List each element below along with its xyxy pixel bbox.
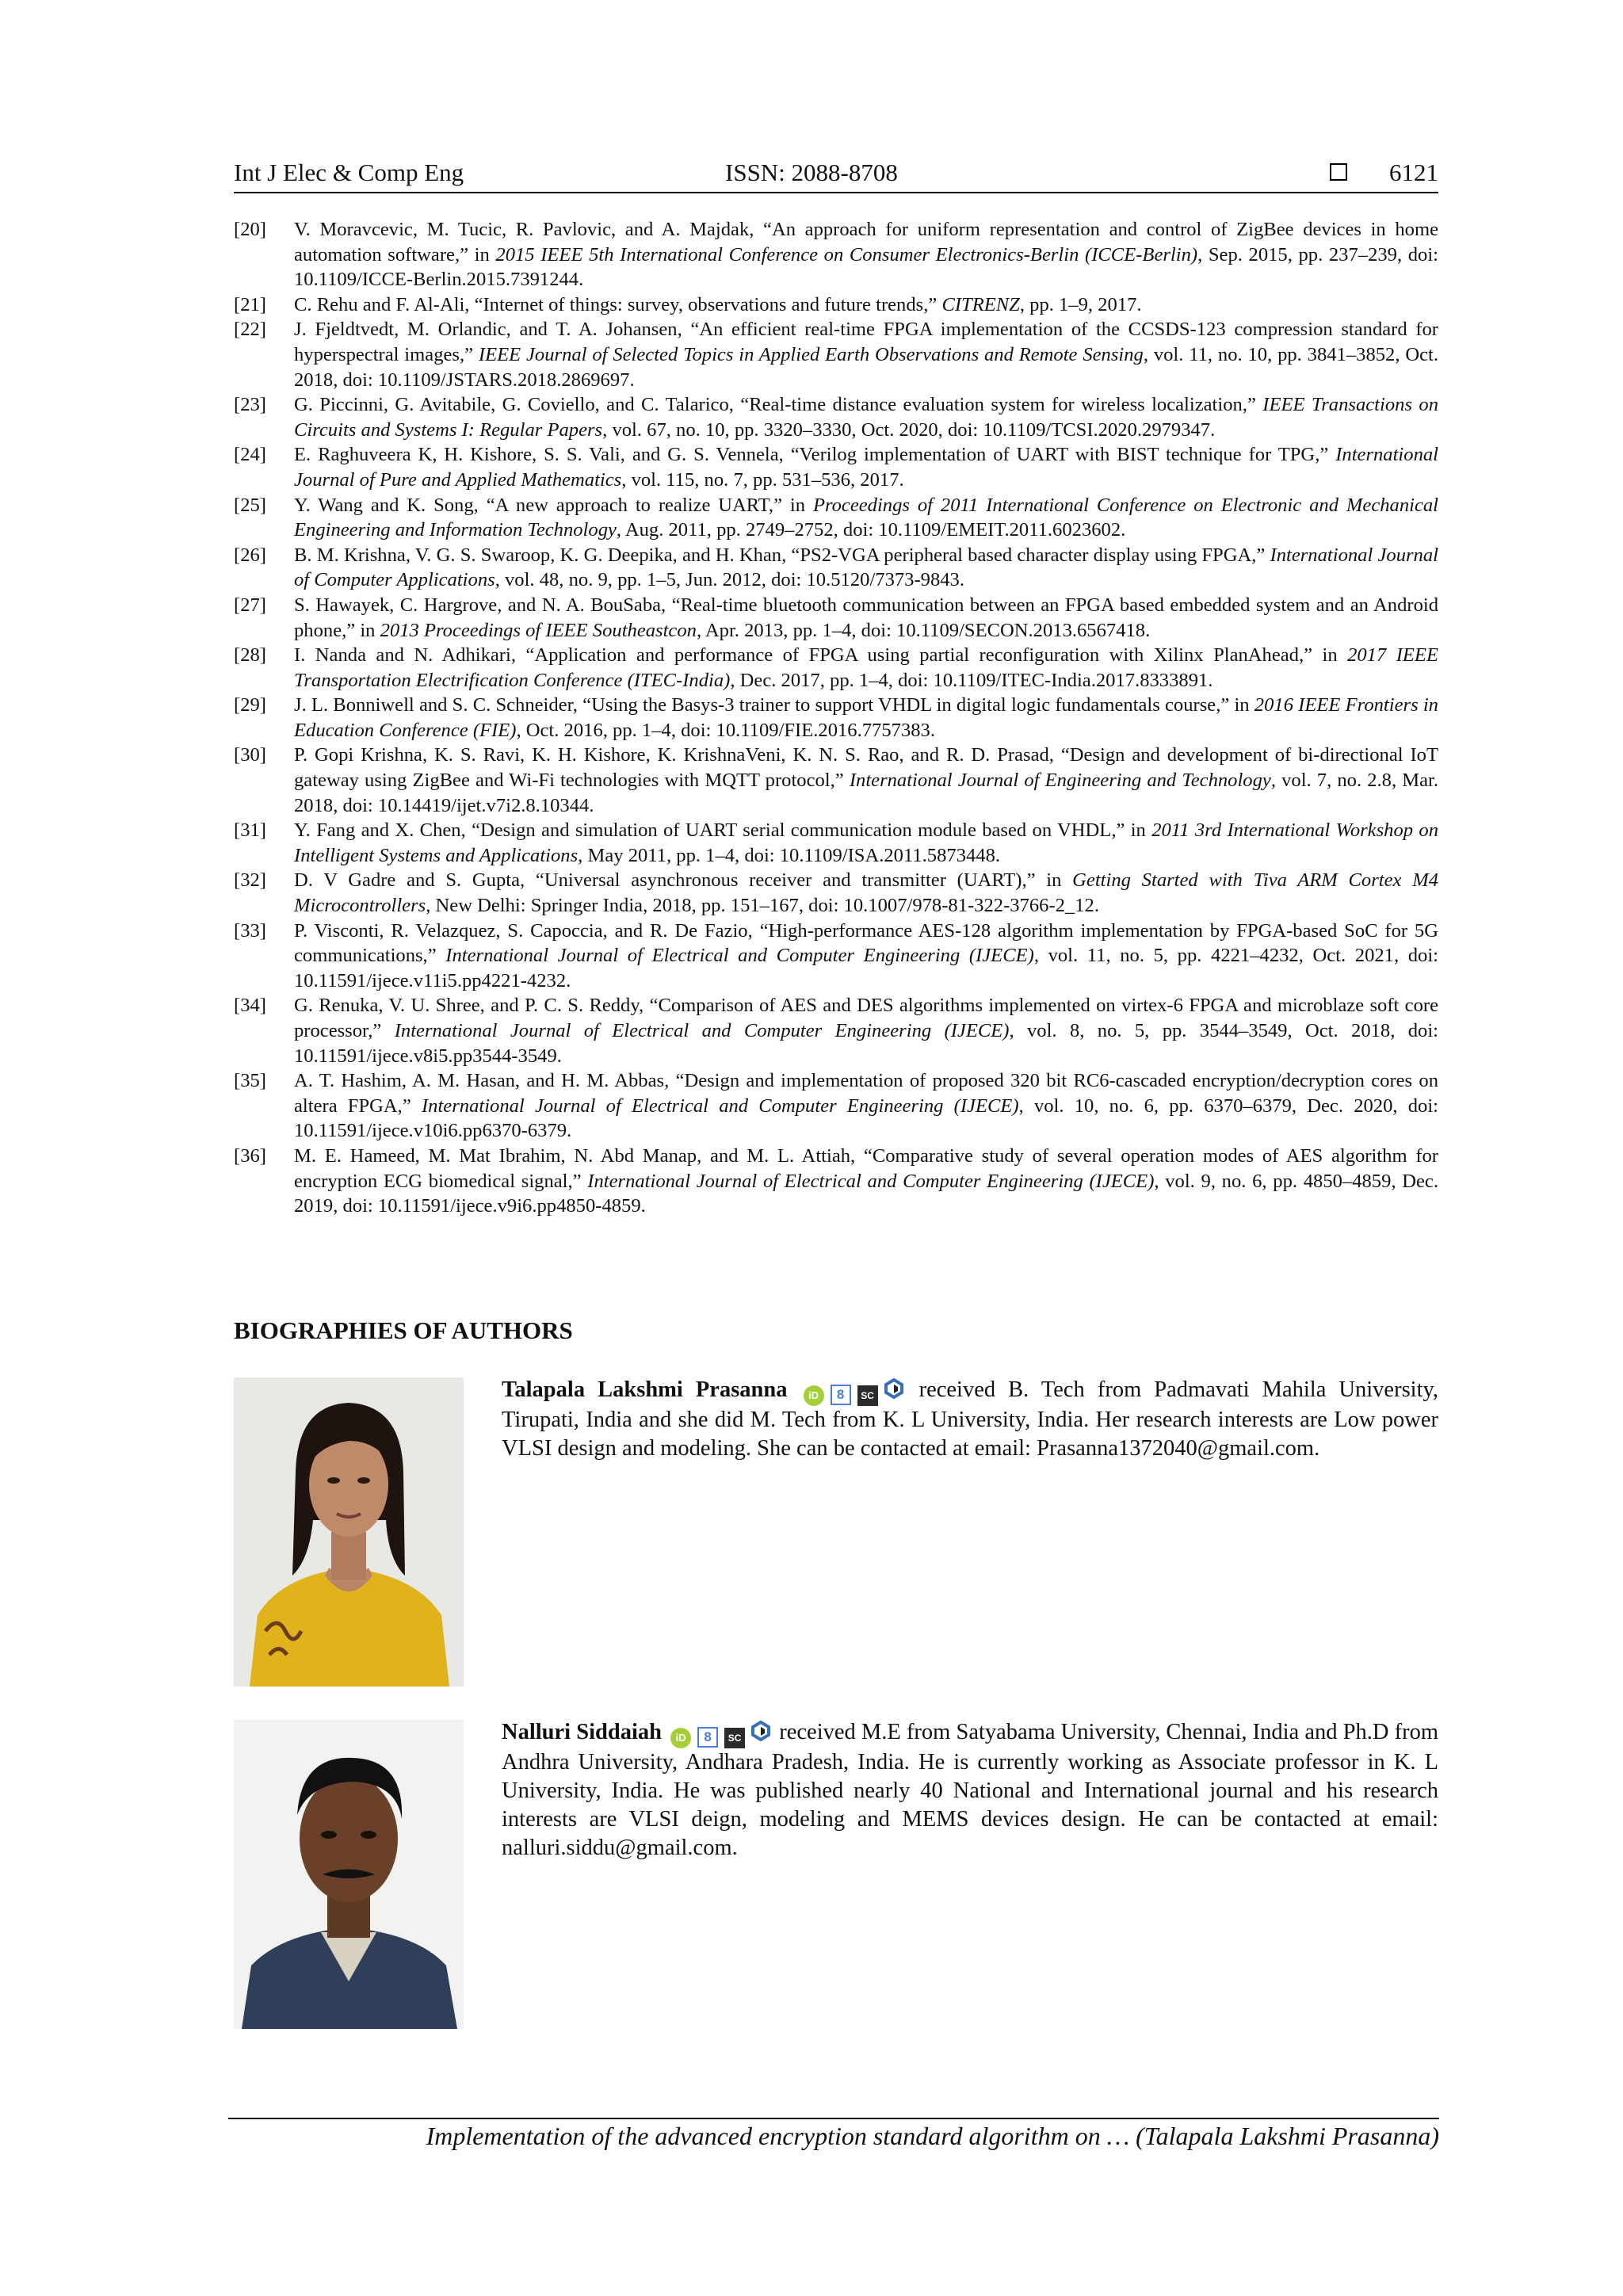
reference-venue: Getting Started with Tiva ARM Cortex M4 Microcontrollers (294, 869, 1438, 917)
reference-details: , vol. 48, no. 9, pp. 1–5, Jun. 2012, doi: 10.5120/7373-9843. (495, 569, 964, 591)
issn: ISSN: 2088-8708 (725, 159, 898, 186)
reference-text (294, 1068, 1438, 1144)
reference-authors-title: J. L. Bonniwell and S. C. Schneider, “Using the Basys-3 trainer to support VHDL in digital logic fundamentals course,” in (294, 694, 1254, 716)
reference-number: [30] (234, 744, 266, 766)
reference-list (234, 217, 1438, 1219)
author-photo-siddaiah (234, 1720, 464, 2029)
reference-authors-title: I. Nanda and N. Adhikari, “Application and performance of FPGA using partial reconfiguration with Xilinx PlanAhead,” in (294, 644, 1348, 667)
reference-authors-title: V. Moravcevic, M. Tucic, R. Pavlovic, and A. Majdak, “An approach for uniform representation and control of ZigBee devices in home automation software,” in (294, 219, 1438, 266)
reference-details: , vol. 7, no. 2.8, Mar. 2018, doi: 10.14419/ijet.v7i2.8.10344. (294, 770, 1439, 816)
reference-venue: 2011 3rd International Workshop on Intelligent Systems and Applications (294, 819, 1438, 866)
reference-text (294, 292, 1438, 318)
reference-item (234, 919, 1438, 994)
reference-authors-title: P. Gopi Krishna, K. S. Ravi, K. H. Kishore, K. KrishnaVeni, K. N. S. Rao, and R. D. Prasad, “Design and development of bi-directional IoT gateway using ZigBee and Wi-Fi technologies with MQTT protocol,” (294, 744, 1438, 792)
reference-number: [25] (234, 494, 266, 516)
reference-number: [34] (234, 995, 266, 1017)
reference-venue: International Journal of Computer Applications (294, 544, 1438, 591)
reference-details: , vol. 67, no. 10, pp. 3320–3330, Oct. 2020, doi: 10.1109/TCSI.2020.2979347. (602, 418, 1216, 441)
reference-venue: 2016 IEEE Frontiers in Education Conference (FIE) (294, 694, 1438, 741)
reference-number: [35] (234, 1070, 266, 1092)
google-scholar-icon[interactable]: 8 (697, 1727, 718, 1748)
square-box-icon (1330, 163, 1347, 181)
reference-authors-title: Y. Fang and X. Chen, “Design and simulation of UART serial communication module based on VHDL,” in (294, 819, 1152, 842)
reference-venue: 2017 IEEE Transportation Electrification Conference (ITEC-India) (294, 644, 1438, 691)
reference-number: [22] (234, 319, 266, 341)
reference-text (294, 217, 1438, 292)
reference-text (294, 493, 1438, 543)
reference-item (234, 1144, 1438, 1219)
running-footer: Implementation of the advanced encryption standard algorithm on … (Talapala Lakshmi Prasanna) (426, 2122, 1439, 2150)
reference-text (294, 993, 1438, 1068)
publons-icon[interactable] (751, 1721, 770, 1741)
reference-venue: IEEE Journal of Selected Topics in Applied Earth Observations and Remote Sensing (478, 343, 1144, 365)
reference-venue: International Journal of Electrical and Computer Engineering (IJECE) (394, 1020, 1010, 1041)
reference-text (294, 442, 1438, 492)
reference-number: [31] (234, 819, 266, 842)
reference-number: [23] (234, 394, 266, 416)
reference-item (234, 543, 1438, 593)
reference-item (234, 993, 1438, 1068)
reference-venue: 2013 Proceedings of IEEE Southeastcon (380, 619, 697, 641)
reference-number: [21] (234, 293, 266, 315)
reference-venue: IEEE Transactions on Circuits and Systems I: Regular Papers (294, 394, 1438, 441)
journal-name: Int J Elec & Comp Eng (234, 159, 464, 186)
reference-details: , May 2011, pp. 1–4, doi: 10.1109/ISA.2011.5873448. (578, 844, 1001, 866)
author-bio-text: received M.E from Satyabama University, Chennai, India and Ph.D from Andhra University, Andhara Pradesh, India. He is currently working as Associate professor in K. L University, India. He was published nearly 40 National and International journal and his research interests are VLSI deign, modeling and MEMS devices design. He can be contacted at email: nalluri.siddu@gmail.com. (502, 1720, 1438, 1860)
page-number: 6121 (1389, 159, 1438, 186)
reference-number: [24] (234, 444, 266, 466)
reference-authors-title: B. M. Krishna, V. G. S. Swaroop, K. G. Deepika, and H. Khan, “PS2-VGA peripheral based character display using FPGA,” (294, 544, 1270, 566)
reference-item (234, 593, 1438, 643)
reference-details: , vol. 10, no. 6, pp. 6370–6379, Dec. 2020, doi: 10.11591/ijece.v10i6.pp6370-6379. (294, 1095, 1439, 1142)
author-bio-prasanna (502, 1376, 1438, 1463)
reference-venue: 2015 IEEE 5th International Conference on Consumer Electronics-Berlin (ICCE-Berlin) (495, 243, 1198, 266)
reference-number: [28] (234, 644, 266, 667)
reference-number: [33] (234, 919, 266, 942)
author-photo-prasanna (234, 1377, 464, 1687)
reference-authors-title: P. Visconti, R. Velazquez, S. Capoccia, and R. De Fazio, “High-performance AES-128 algorithm implementation by FPGA-based SoC for 5G communications,” (294, 919, 1438, 967)
reference-details: , vol. 8, no. 5, pp. 3544–3549, Oct. 2018, doi: 10.11591/ijece.v8i5.pp3544-3549. (294, 1020, 1438, 1067)
reference-number: [32] (234, 869, 266, 892)
reference-text (294, 743, 1438, 818)
reference-text (294, 643, 1438, 693)
reference-number: [26] (234, 544, 266, 566)
reference-item (234, 643, 1438, 693)
reference-text (294, 543, 1438, 593)
reference-venue: International Journal of Engineering and Technology (849, 770, 1271, 792)
reference-details: , vol. 11, no. 10, pp. 3841–3852, Oct. 2018, doi: 10.1109/JSTARS.2018.2869697. (294, 343, 1438, 391)
reference-item (234, 493, 1438, 543)
reference-text (294, 868, 1438, 918)
scopus-icon[interactable]: SC (857, 1385, 878, 1406)
reference-authors-title: E. Raghuveera K, H. Kishore, S. S. Vali, and G. S. Vennela, “Verilog implementation of UART with BIST technique for TPG,” (294, 444, 1336, 466)
reference-venue: CITRENZ (941, 293, 1020, 315)
reference-number: [29] (234, 694, 266, 716)
reference-venue: International Journal of Electrical and Computer Engineering (IJECE) (445, 945, 1034, 967)
reference-venue: International Journal of Electrical and Computer Engineering (IJECE) (421, 1095, 1019, 1117)
orcid-icon[interactable]: iD (804, 1385, 824, 1406)
reference-number: [20] (234, 219, 266, 240)
reference-venue: International Journal of Pure and Applied Mathematics (294, 444, 1438, 491)
author-bio-siddaiah (502, 1718, 1438, 1862)
reference-details: , vol. 9, no. 6, pp. 4850–4859, Dec. 2019, doi: 10.11591/ijece.v9i6.pp4850-4859. (294, 1170, 1438, 1217)
reference-text (294, 693, 1438, 743)
reference-authors-title: Y. Wang and K. Song, “A new approach to realize UART,” in (294, 494, 813, 516)
reference-authors-title: C. Rehu and F. Al-Ali, “Internet of things: survey, observations and future trends,” (294, 293, 942, 315)
reference-details: , Sep. 2015, pp. 237–239, doi: 10.1109/ICCE-Berlin.2015.7391244. (294, 243, 1438, 291)
reference-item (234, 392, 1438, 442)
reference-authors-title: A. T. Hashim, A. M. Hasan, and H. M. Abbas, “Design and implementation of proposed 320 bit RC6-cascaded encryption/decryption cores on altera FPGA,” (294, 1070, 1438, 1117)
reference-details: , vol. 115, no. 7, pp. 531–536, 2017. (621, 468, 904, 491)
reference-number: [27] (234, 594, 266, 616)
google-scholar-icon[interactable]: 8 (831, 1385, 851, 1405)
reference-text (294, 919, 1438, 994)
reference-details: , vol. 11, no. 5, pp. 4221–4232, Oct. 2021, doi: 10.11591/ijece.v11i5.pp4221-4232. (294, 945, 1438, 991)
footer-rule (228, 2118, 1439, 2119)
author-name: Talapala Lakshmi Prasanna (502, 1377, 788, 1402)
reference-text (294, 317, 1438, 392)
reference-details: , Dec. 2017, pp. 1–4, doi: 10.1109/ITEC-India.2017.8333891. (730, 669, 1213, 691)
reference-authors-title: M. E. Hameed, M. Mat Ibrahim, N. Abd Manap, and M. L. Attiah, “Comparative study of several operation modes of AES algorithm for encryption ECG biomedical signal,” (294, 1144, 1438, 1192)
reference-text (294, 1144, 1438, 1219)
reference-item (234, 292, 1438, 318)
reference-authors-title: S. Hawayek, C. Hargrove, and N. A. BouSaba, “Real-time bluetooth communication between an FPGA based embedded system and an Android phone,” in (294, 594, 1438, 641)
reference-details: , pp. 1–9, 2017. (1019, 293, 1142, 315)
reference-item (234, 818, 1438, 868)
reference-details: , New Delhi: Springer India, 2018, pp. 151–167, doi: 10.1007/978-81-322-3766-2_12. (426, 895, 1099, 917)
reference-item (234, 868, 1438, 918)
reference-details: , Aug. 2011, pp. 2749–2752, doi: 10.1109/EMEIT.2011.6023602. (616, 519, 1126, 541)
reference-authors-title: D. V Gadre and S. Gupta, “Universal asynchronous receiver and transmitter (UART),” in (294, 869, 1073, 892)
reference-item (234, 743, 1438, 818)
reference-item (234, 217, 1438, 292)
reference-number: [36] (234, 1144, 266, 1167)
scopus-icon[interactable]: SC (724, 1728, 745, 1748)
reference-item (234, 442, 1438, 492)
reference-details: , Oct. 2016, pp. 1–4, doi: 10.1109/FIE.2016.7757383. (516, 719, 935, 741)
reference-details: , Apr. 2013, pp. 1–4, doi: 10.1109/SECON.2013.6567418. (696, 619, 1151, 641)
author-bio-text: received B. Tech from Padmavati Mahila University, Tirupati, India and she did M. Tech from K. L University, India. Her research interests are Low power VLSI design and modeling. She can be contacted at email: Prasanna1372040@gmail.com. (502, 1377, 1439, 1461)
reference-item (234, 693, 1438, 743)
orcid-icon[interactable]: iD (670, 1728, 691, 1748)
reference-venue: Proceedings of 2011 International Conference on Electronic and Mechanical Engineering and Information Technology (294, 494, 1439, 541)
reference-text (294, 818, 1438, 868)
author-name: Nalluri Siddaiah (502, 1720, 662, 1744)
biographies-heading: BIOGRAPHIES OF AUTHORS (234, 1316, 573, 1344)
reference-authors-title: G. Piccinni, G. Avitabile, G. Coviello, and C. Talarico, “Real-time distance evaluation system for wireless localization,” (294, 394, 1263, 416)
reference-authors-title: J. Fjeldtvedt, M. Orlandic, and T. A. Johansen, “An efficient real-time FPGA implementation of the CCSDS-123 compression standard for hyperspectral images,” (294, 319, 1438, 365)
reference-authors-title: G. Renuka, V. U. Shree, and P. C. S. Reddy, “Comparison of AES and DES algorithms implemented on virtex-6 FPGA and microblaze soft core processor,” (294, 995, 1438, 1041)
running-header (234, 155, 1438, 193)
reference-item (234, 1068, 1438, 1144)
publons-icon[interactable] (884, 1378, 903, 1399)
reference-text (294, 392, 1438, 442)
reference-venue: International Journal of Electrical and Computer Engineering (IJECE) (587, 1170, 1155, 1192)
reference-item (234, 317, 1438, 392)
reference-text (294, 593, 1438, 643)
